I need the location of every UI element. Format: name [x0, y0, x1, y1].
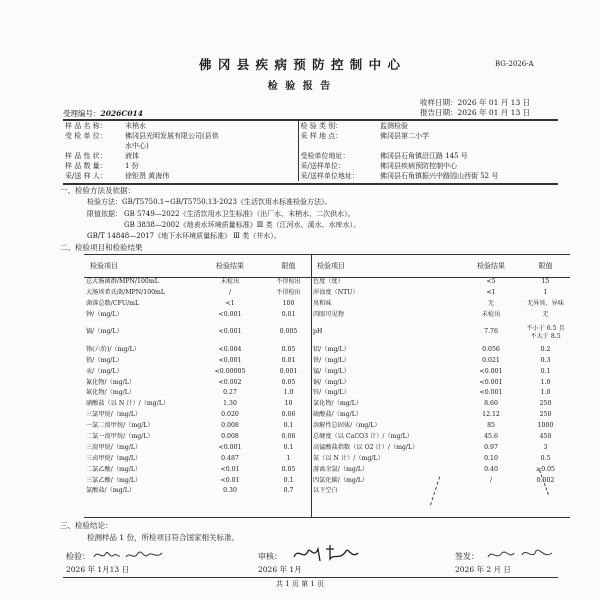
result-result-right: 7.76	[484, 328, 498, 336]
result-item-left: 二氯乙酸/（mg/L）	[86, 465, 142, 473]
result-limit-left: 0.06	[281, 411, 296, 419]
result-item-left: 三卤甲烷/（mg/L）	[86, 454, 142, 462]
result-item-left: 一氯二溴甲烷/（mg/L）	[86, 422, 154, 430]
report-date: 2026 年 01 月 13 日	[457, 108, 531, 117]
result-limit-left: 0.005	[279, 328, 298, 336]
approver-date: 2026 年 2 月 日	[455, 565, 511, 574]
result-result-left: <1	[225, 300, 235, 308]
result-result-right: 0.40	[484, 465, 498, 473]
limit-label: 限值依据：	[87, 210, 122, 218]
result-item-right: 游离余氯/（mg/L）	[313, 465, 369, 473]
received-date-row	[420, 99, 530, 107]
info-value: 1 份	[125, 161, 139, 170]
result-limit-left: 不得检出	[276, 278, 301, 286]
result-item-right: 溶解性总固体/（mg/L）	[313, 422, 381, 430]
info-label: 样 品 名 称：	[65, 121, 107, 130]
result-item-left: 氯酸盐/（mg/L）	[86, 487, 136, 495]
result-item-right: pH	[313, 328, 323, 336]
results-table	[84, 255, 570, 497]
result-item-left: 三溴甲烷/（mg/L）	[86, 443, 142, 451]
result-item-right: 铝/（mg/L）	[313, 345, 350, 353]
tester-date: 2026 年 1月13 日	[66, 565, 130, 574]
result-item-left: 大肠埃希氏菌/MPN/100mL	[86, 289, 165, 297]
info-label: 采/送样单位地址：	[298, 171, 378, 181]
info-value	[378, 141, 558, 151]
doc-code: BG-2026-A	[495, 60, 534, 68]
result-limit-right: 0.2	[540, 345, 551, 353]
result-item-right: 锰/（mg/L）	[313, 367, 350, 375]
result-limit-right: 0.1	[540, 367, 551, 375]
report-title: 检 验 报 告	[267, 81, 333, 92]
info-row	[63, 131, 558, 141]
result-limit-right: 1	[543, 289, 548, 297]
result-item-right: 锌/（mg/L）	[313, 389, 350, 397]
result-result-left: <0.001	[218, 311, 242, 319]
method-text: GB/T5750.1~GB/T5750.13-2023《生活饮用水标准检验方法》。	[122, 198, 332, 206]
result-limit-left: 0.06	[281, 433, 296, 441]
result-limit-left: 0.01	[281, 356, 296, 364]
info-value: 佛冈县石角镇振兴中路园山西街 52 号	[380, 171, 499, 180]
reviewer-label: 审核：	[258, 552, 282, 561]
tester-signature-drawing	[92, 547, 172, 563]
info-value: 徐钜贤 黄海伟	[125, 171, 170, 180]
header-limit-left: 限值	[281, 261, 296, 270]
result-result-right: <0.001	[479, 389, 503, 397]
footer-rule	[63, 577, 558, 578]
result-item-left: 氰化物/（mg/L）	[86, 378, 136, 386]
result-result-left: 未检出	[220, 278, 240, 286]
header-result-right: 检验结果	[477, 261, 505, 270]
header-item-left: 检验项目	[90, 261, 118, 270]
info-label: 受检单位地址：	[298, 151, 378, 161]
info-row	[63, 141, 558, 151]
result-result-left: <0.002	[218, 378, 242, 386]
result-limit-right: 1000	[537, 422, 554, 430]
reviewer-date: 2026 年 1月	[258, 565, 302, 574]
info-value: 佛冈县疾病预防控制中心	[380, 161, 457, 170]
result-item-right: 四氯化碳/（mg/L）	[313, 476, 369, 484]
result-limit-right: 1.0	[540, 378, 551, 386]
result-limit-right: 450	[539, 433, 552, 441]
result-item-left: 钟/（mg/L）	[86, 311, 123, 319]
result-limit-left: 0.1	[283, 422, 294, 430]
result-result-left: 0.487	[221, 454, 239, 462]
result-item-left: 三氯甲烷/（mg/L）	[86, 411, 142, 419]
org-name: 佛 冈 县 疾 病 预 防 控 制 中 心	[198, 57, 402, 72]
result-limit-left: 1.0	[283, 389, 294, 397]
result-limit-left: 0.1	[283, 476, 294, 484]
result-row	[84, 310, 570, 321]
accept-no-label: 受理编号：	[63, 109, 101, 118]
result-row	[84, 345, 570, 356]
result-row	[84, 388, 570, 399]
info-label	[63, 141, 123, 151]
result-item-right: 硫酸盐/（mg/L）	[313, 411, 363, 419]
result-row	[84, 355, 570, 366]
result-limit-right: 无异臭、异味	[526, 300, 565, 308]
result-limit-right: 1.0	[540, 389, 551, 397]
info-value: 佛冈县第二小学	[380, 131, 429, 140]
result-row	[84, 443, 570, 454]
result-result-right: 0.056	[482, 345, 500, 353]
result-result-left: 0.008	[221, 422, 239, 430]
result-result-left: <0.001	[218, 443, 242, 451]
info-label: 检 验 类 别：	[298, 121, 378, 131]
result-item-right: 氯化物/（mg/L）	[313, 400, 363, 408]
sample-info-table	[63, 121, 558, 181]
result-row	[84, 421, 570, 432]
info-row	[63, 151, 558, 161]
info-value: 末梢水	[125, 121, 146, 130]
result-result-right: 45.6	[484, 433, 498, 441]
result-result-right: 0.10	[484, 454, 498, 462]
accept-no: 2026C014	[100, 109, 143, 118]
result-result-left: 0.008	[221, 433, 239, 441]
result-result-right: <0.001	[479, 367, 503, 375]
result-limit-right: 250	[539, 411, 552, 419]
result-row	[84, 399, 570, 410]
info-value: 液体	[125, 151, 139, 160]
limit-line-1: GB 5749—2022《生活饮用水卫生标准》（出厂水、末梢水、二次供水）。	[124, 210, 355, 218]
result-limit-left: 不得检出	[276, 289, 301, 297]
result-item-left: 铬(六价)/（mg/L）	[86, 345, 140, 353]
result-result-left: <0.00005	[214, 367, 246, 375]
info-value: 水中心)	[125, 141, 149, 150]
tester-label: 检验：	[66, 552, 90, 561]
reviewer-signature-drawing	[290, 543, 370, 565]
tester-signature	[92, 547, 172, 565]
result-item-right: 色度（度）	[313, 278, 344, 286]
result-row	[84, 486, 570, 497]
result-limit-left: 0.1	[283, 443, 294, 451]
limit-line-3: GB/T 14848—2017《地下水环境质量标准》 Ⅲ 类（井水）。	[87, 232, 281, 240]
header-item-right: 检验项目	[317, 261, 345, 270]
result-limit-left: 0.01	[281, 311, 296, 319]
result-row	[84, 432, 570, 443]
method-row	[87, 199, 332, 206]
page-number: 共 1 页 第 1 页	[275, 580, 325, 588]
result-result-left: 0.020	[221, 411, 239, 419]
result-row	[84, 475, 570, 486]
result-row	[84, 377, 570, 388]
result-limit-left: 0.05	[281, 345, 296, 353]
result-row	[84, 464, 570, 475]
result-limit-right: 无	[542, 311, 549, 319]
result-row	[84, 277, 570, 288]
result-limit-right: 0.3	[540, 356, 551, 364]
result-row	[84, 410, 570, 421]
accept-no-row	[63, 110, 143, 118]
result-result-left: /	[228, 289, 232, 297]
results-bottom-border	[84, 517, 570, 518]
result-limit-left: 10	[284, 400, 293, 408]
result-limit-right: 0.002	[536, 476, 555, 484]
info-label: 采/送样单位：	[298, 161, 378, 171]
result-item-left: 三氯乙酸/（mg/L）	[86, 476, 142, 484]
header-limit-right: 限值	[538, 261, 553, 270]
info-row	[63, 171, 558, 181]
result-item-right: 浑浊度（NTU）	[313, 289, 359, 297]
result-item-left: 镉/（mg/L）	[86, 328, 123, 336]
result-result-left: <0.001	[218, 356, 242, 364]
result-item-left: 二氯一溴甲烷/（mg/L）	[86, 433, 154, 441]
result-row	[84, 453, 570, 464]
reviewer-signature	[290, 543, 370, 567]
result-row	[84, 288, 570, 299]
result-result-right: 0.97	[484, 443, 498, 451]
result-item-right: 肉眼可见物	[313, 311, 344, 319]
result-item-right: 高锰酸盐指数（以 O2 计）/（mg/L）	[313, 443, 419, 451]
result-item-right: 铜/（mg/L）	[313, 378, 350, 386]
result-result-right: 无	[487, 300, 495, 308]
result-item-right: 总硬度（以 CaCO3 计）/（mg/L）	[313, 433, 413, 441]
report-date-label: 报告日期：	[420, 108, 458, 117]
result-limit-left: 0.001	[279, 367, 298, 375]
result-row	[84, 299, 570, 310]
info-label: 受 检 单 位：	[65, 131, 107, 140]
received-label: 收样日期：	[420, 98, 458, 107]
result-result-right: 未检出	[481, 311, 501, 319]
result-result-right: 85	[487, 422, 495, 430]
result-limit-left: 0.7	[283, 487, 294, 495]
result-row	[84, 366, 570, 377]
result-limit-left: 0.05	[281, 465, 296, 473]
info-label: 样 品 性 状：	[65, 151, 107, 160]
info-value: 佛冈县光明发展有限公司(县供	[125, 131, 219, 140]
result-result-right: 8.60	[484, 400, 498, 408]
results-header-row	[84, 255, 570, 277]
result-limit-right: ≥0.05	[536, 465, 555, 473]
result-item-right: 臭和味	[313, 300, 332, 308]
info-value: 佛冈县石角镇沿江路 145 号	[380, 151, 468, 160]
result-result-left: <0.01	[220, 476, 240, 484]
received-date: 2026 年 01 月 13 日	[457, 98, 531, 107]
result-item-right: 氨（以 N 计）/（mg/L）	[313, 454, 384, 462]
result-limit-left: 1	[286, 454, 291, 462]
info-label	[298, 141, 378, 151]
result-limit-left: 0.05	[281, 378, 296, 386]
result-result-left: 0.30	[223, 487, 237, 495]
info-label: 样 品 数 量：	[65, 161, 107, 170]
result-item-right: 铁/（mg/L）	[313, 356, 350, 364]
result-item-left: 菌落总数/CFU/mL	[86, 300, 140, 308]
info-row	[63, 161, 558, 171]
section1-title: 一、检验方法及依据：	[60, 186, 135, 195]
result-result-right: 12.12	[482, 411, 500, 419]
result-result-left: <0.001	[218, 328, 242, 336]
result-item-left: 汞/（mg/L）	[86, 367, 123, 375]
result-limit-right: 250	[539, 400, 552, 408]
result-result-left: <0.004	[218, 345, 242, 353]
section3-title: 三、检验结论：	[60, 521, 113, 530]
conclusion-text: 检测样品 1 份，所检项目符合国家相关标准。	[87, 533, 240, 542]
result-result-right: 0.021	[482, 356, 500, 364]
approver-signature-drawing	[484, 545, 560, 563]
result-item-right: 以下空白	[313, 487, 338, 495]
approver-signature	[484, 545, 560, 565]
result-result-left: 0.27	[223, 389, 237, 397]
info-label: 采 样 地 点：	[298, 131, 378, 141]
approver-label: 签发：	[455, 552, 479, 561]
result-result-right: /	[489, 476, 493, 484]
info-value: 监测检验	[380, 121, 408, 130]
result-limit-right: 3	[543, 443, 548, 451]
header-result-left: 检验结果	[216, 261, 244, 270]
info-label: 采/送 样 人：	[65, 171, 107, 180]
result-limit-right: 15	[541, 278, 550, 286]
result-limit-right: 0.5	[540, 454, 551, 462]
limit-line-2: GB 3838—2002《地表水环境质量标准》Ⅲ 类（江河水、溪水、水库水）。	[124, 221, 361, 229]
result-result-left: <0.01	[220, 465, 240, 473]
result-result-right: <1	[486, 289, 496, 297]
info-bottom-border	[63, 183, 558, 185]
result-item-left: 铅/（mg/L）	[86, 356, 123, 364]
result-result-right: <5	[486, 278, 496, 286]
section2-title: 二、检验项目和检验结果	[60, 243, 143, 252]
result-result-right: <0.001	[479, 378, 503, 386]
report-date-row	[420, 109, 530, 117]
result-limit-right: 不小于 6.5 且 不大于 8.5	[526, 324, 565, 340]
result-result-right	[461, 486, 521, 497]
result-limit-left: 100	[282, 300, 295, 308]
info-row	[63, 121, 558, 131]
method-label: 检验方法：	[87, 198, 122, 206]
result-item-left: 硝酸盐（以 N 计）/（mg/L）	[86, 400, 170, 408]
result-row	[84, 321, 570, 345]
result-result-left: 1.30	[223, 400, 237, 408]
result-item-left: 总大肠菌群/MPN/100mL	[86, 278, 159, 286]
result-item-left: 氟化物/（mg/L）	[86, 389, 136, 397]
